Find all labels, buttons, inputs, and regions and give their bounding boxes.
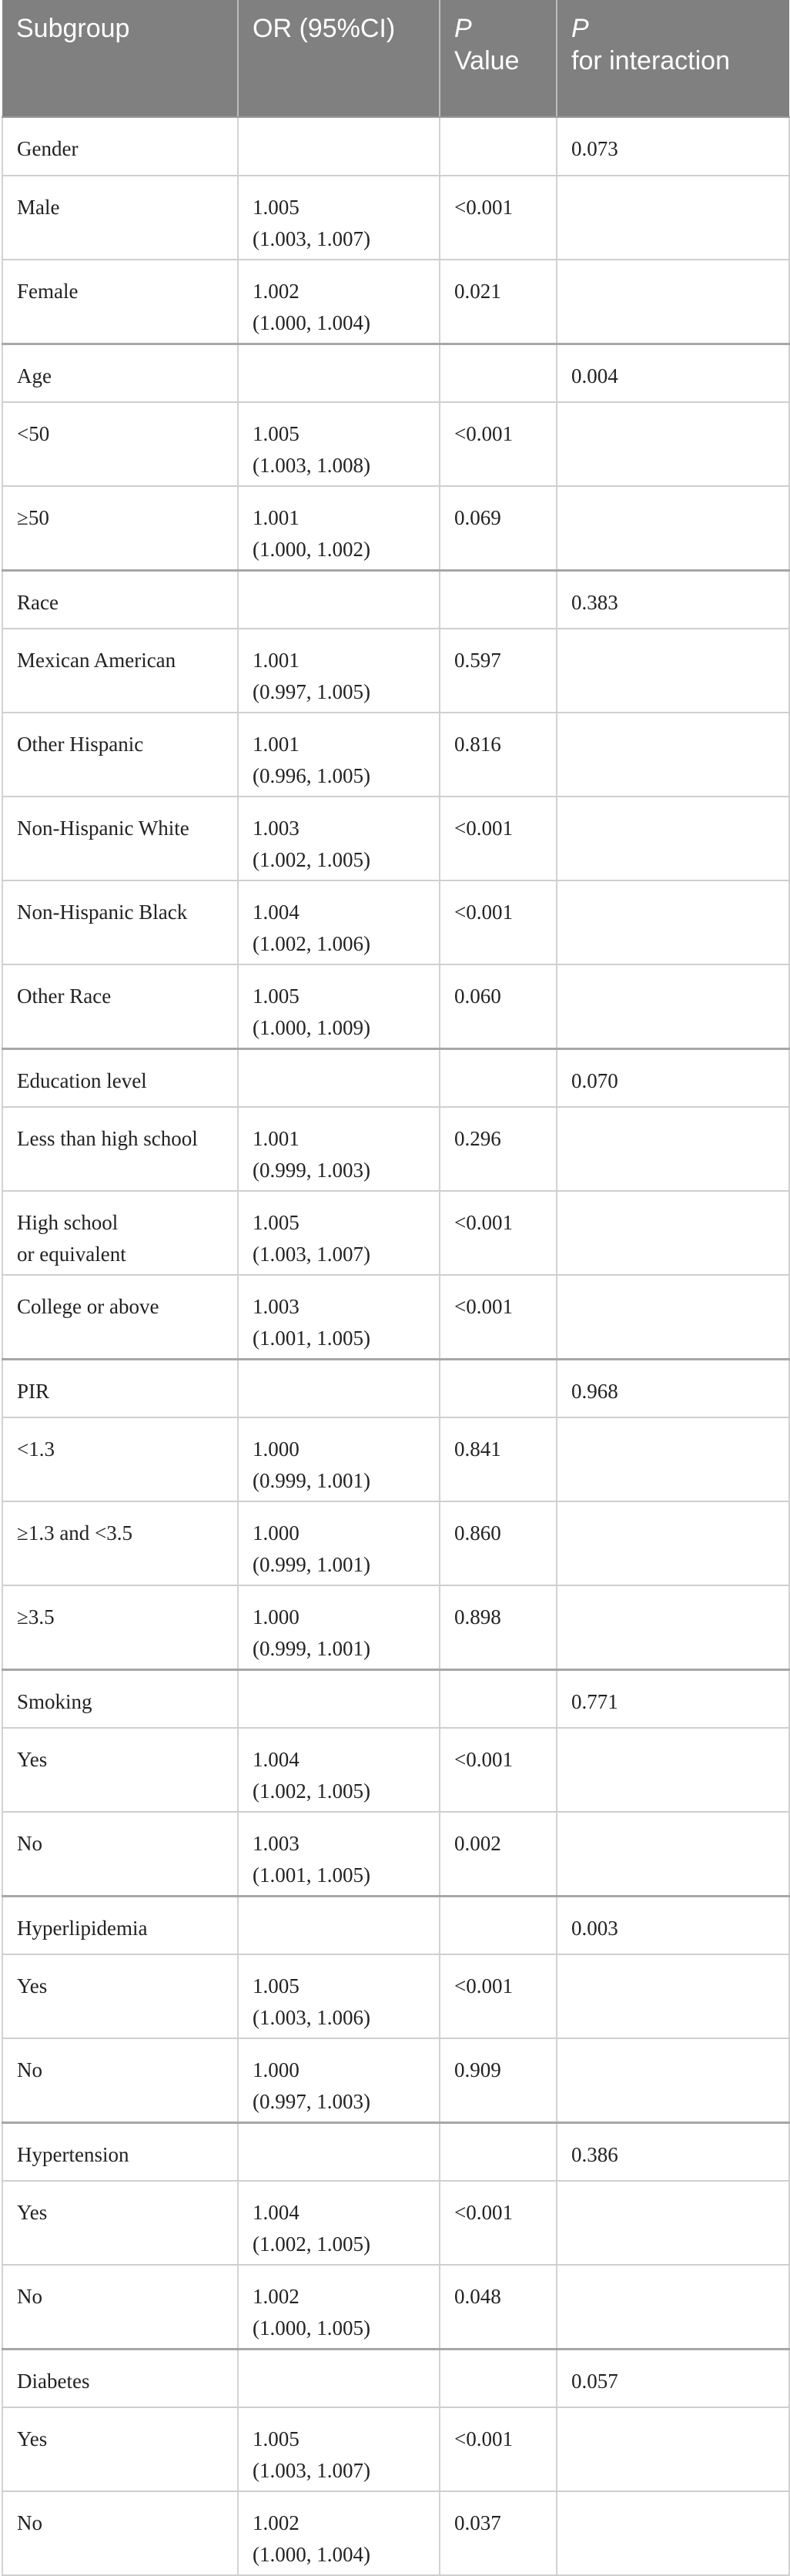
p-value-cell <box>440 2181 557 2265</box>
p-value: 0.048 <box>454 2285 501 2308</box>
p-value: 0.816 <box>454 733 501 756</box>
subgroup-label: ≥3.5 <box>17 1605 55 1628</box>
p-interaction-value: 0.003 <box>571 1916 618 1940</box>
p-value-cell <box>440 2265 557 2349</box>
p-interaction-cell <box>557 713 789 797</box>
ci-value: (1.003, 1.007) <box>253 227 370 250</box>
ci-value: (1.002, 1.005) <box>253 1779 370 1803</box>
p-interaction-value: 0.383 <box>571 590 618 614</box>
table-row <box>2 797 789 880</box>
table-row <box>2 260 789 344</box>
or-cell <box>238 1501 440 1585</box>
subgroup-label: Mexican American <box>17 649 176 672</box>
header-p-interaction <box>557 0 789 117</box>
table-row <box>2 713 789 797</box>
ci-value: (1.000, 1.005) <box>253 2316 370 2340</box>
or-cell <box>238 176 440 260</box>
or-cell <box>238 1191 440 1275</box>
p-interaction-cell <box>557 629 789 713</box>
p-value-cell <box>440 880 557 964</box>
p-interaction-cell <box>557 1048 789 1107</box>
p-interaction-cell <box>557 176 789 260</box>
or-cell <box>238 2181 440 2265</box>
p-value: <0.001 <box>454 1748 513 1771</box>
or-value: 1.005 <box>253 2427 300 2450</box>
table-row <box>2 964 789 1048</box>
p-interaction-value: 0.070 <box>571 1068 618 1092</box>
table-row <box>2 1417 789 1501</box>
p-interaction-value: 0.004 <box>571 364 618 387</box>
p-value: <0.001 <box>454 422 513 445</box>
p-value: 0.597 <box>454 649 501 672</box>
subgroup-cell <box>2 570 238 629</box>
or-value: 1.005 <box>253 422 300 445</box>
p-interaction-cell <box>557 1107 789 1191</box>
p-value: 0.037 <box>454 2511 501 2534</box>
table-row <box>2 486 789 570</box>
p-value: 0.060 <box>454 984 501 1008</box>
table-row <box>2 1585 789 1669</box>
p-value: 0.860 <box>454 1521 501 1545</box>
subgroup-cell <box>2 2349 238 2407</box>
p-interaction-cell <box>557 880 789 964</box>
subgroup-label: No <box>17 2511 42 2534</box>
subgroup-cell <box>2 1812 238 1896</box>
subgroup-cell <box>2 2038 238 2122</box>
or-cell <box>238 1359 440 1417</box>
p-interaction-cell <box>557 2038 789 2122</box>
or-value: 1.004 <box>253 901 300 924</box>
p-interaction-cell <box>557 1954 789 2038</box>
table-row <box>2 1954 789 2038</box>
p-value-cell <box>440 1417 557 1501</box>
or-cell <box>238 344 440 402</box>
or-cell <box>238 2491 440 2575</box>
p-interaction-cell <box>557 964 789 1048</box>
p-value-cell <box>440 2122 557 2181</box>
table-row <box>2 1107 789 1191</box>
or-cell <box>238 1417 440 1501</box>
subgroup-label: College or above <box>17 1295 159 1318</box>
subgroup-label: Hyperlipidemia <box>17 1916 148 1940</box>
p-interaction-cell <box>557 1275 789 1359</box>
or-cell <box>238 486 440 570</box>
subgroup-cell <box>2 402 238 486</box>
table-row <box>2 2491 789 2575</box>
subgroup-label: Diabetes <box>17 2369 90 2393</box>
or-cell <box>238 713 440 797</box>
subgroup-cell <box>2 2407 238 2491</box>
subgroup-cell <box>2 1275 238 1359</box>
p-value-cell <box>440 713 557 797</box>
p-value-cell <box>440 1191 557 1275</box>
or-value: 1.001 <box>253 733 300 756</box>
header-p-italic: P <box>454 14 472 43</box>
p-value-cell <box>440 1048 557 1107</box>
subgroup-label: Gender <box>17 137 79 160</box>
or-value: 1.001 <box>253 1127 300 1150</box>
p-value: <0.001 <box>454 901 513 924</box>
or-value: 1.001 <box>253 649 300 672</box>
subgroup-cell <box>2 964 238 1048</box>
subgroup-cell <box>2 2122 238 2181</box>
subgroup-label: Education level <box>17 1068 147 1092</box>
p-value-cell <box>440 402 557 486</box>
p-interaction-cell <box>557 344 789 402</box>
or-value: 1.000 <box>253 2058 300 2081</box>
subgroup-cell <box>2 1669 238 1728</box>
subgroup-cell <box>2 1896 238 1954</box>
ci-value: (0.999, 1.003) <box>253 1159 370 1182</box>
p-value: 0.069 <box>454 506 501 529</box>
p-interaction-cell <box>557 1417 789 1501</box>
p-interaction-cell <box>557 2407 789 2491</box>
ci-value: (1.001, 1.005) <box>253 1327 370 1350</box>
p-interaction-cell <box>557 2181 789 2265</box>
p-value-cell <box>440 2491 557 2575</box>
subgroup-label: <50 <box>17 422 50 445</box>
p-interaction-cell <box>557 1359 789 1417</box>
p-value: <0.001 <box>454 1211 513 1234</box>
or-cell <box>238 1107 440 1191</box>
p-value-cell <box>440 1954 557 2038</box>
or-cell <box>238 1585 440 1669</box>
or-cell <box>238 2265 440 2349</box>
or-cell <box>238 260 440 344</box>
subgroup-cell <box>2 1954 238 2038</box>
subgroup-label: ≥50 <box>17 506 49 529</box>
or-value: 1.002 <box>253 2511 300 2534</box>
p-value: 0.002 <box>454 1832 501 1855</box>
subgroup-label: Hypertension <box>17 2142 129 2166</box>
p-value: <0.001 <box>454 817 513 840</box>
table-row <box>2 1275 789 1359</box>
table-row <box>2 2265 789 2349</box>
or-value: 1.005 <box>253 1211 300 1234</box>
p-value-cell <box>440 1501 557 1585</box>
p-value-cell <box>440 1812 557 1896</box>
p-value-cell <box>440 629 557 713</box>
table-row <box>2 1728 789 1812</box>
p-value: <0.001 <box>454 1295 513 1318</box>
or-cell <box>238 2122 440 2181</box>
p-value: 0.909 <box>454 2058 501 2081</box>
p-interaction-cell <box>557 1191 789 1275</box>
p-value-cell <box>440 176 557 260</box>
ci-value: (1.000, 1.004) <box>253 2543 370 2566</box>
subgroup-label: <1.3 <box>17 1437 55 1461</box>
p-value: <0.001 <box>454 196 513 219</box>
or-cell <box>238 1275 440 1359</box>
header-p-value <box>440 0 557 117</box>
subgroup-cell <box>2 1191 238 1275</box>
ci-value: (0.996, 1.005) <box>253 764 370 787</box>
subgroup-label: Yes <box>17 1974 48 1997</box>
table-group-row <box>2 344 789 402</box>
p-value-cell <box>440 486 557 570</box>
or-value: 1.005 <box>253 1974 300 1997</box>
table-group-row <box>2 1896 789 1954</box>
p-interaction-value: 0.968 <box>571 1379 618 1403</box>
subgroup-label: Non-Hispanic White <box>17 817 189 840</box>
subgroup-label: High school <box>17 1211 119 1234</box>
p-value-cell <box>440 1669 557 1728</box>
or-cell <box>238 117 440 176</box>
or-cell <box>238 1669 440 1728</box>
ci-value: (0.997, 1.003) <box>253 2090 370 2113</box>
p-value-cell <box>440 260 557 344</box>
table-group-row <box>2 2349 789 2407</box>
or-value: 1.003 <box>253 1295 300 1318</box>
table-row <box>2 2181 789 2265</box>
p-interaction-cell <box>557 117 789 176</box>
subgroup-label: No <box>17 2285 42 2308</box>
table-group-row <box>2 117 789 176</box>
table-row <box>2 629 789 713</box>
or-value: 1.002 <box>253 2285 300 2308</box>
ci-value: (1.000, 1.002) <box>253 538 370 561</box>
table-row <box>2 2407 789 2491</box>
table-header-row <box>2 0 789 117</box>
p-interaction-cell <box>557 2265 789 2349</box>
subgroup-cell <box>2 1417 238 1501</box>
p-interaction-value: 0.073 <box>571 137 618 160</box>
or-cell <box>238 2407 440 2491</box>
p-value: <0.001 <box>454 1974 513 1997</box>
subgroup-cell <box>2 797 238 880</box>
table-row <box>2 176 789 260</box>
subgroup-cell <box>2 629 238 713</box>
or-cell <box>238 1048 440 1107</box>
p-value-cell <box>440 1275 557 1359</box>
p-value-cell <box>440 1585 557 1669</box>
p-interaction-cell <box>557 570 789 629</box>
subgroup-cell <box>2 117 238 176</box>
subgroup-label: PIR <box>17 1379 50 1403</box>
ci-value: (0.999, 1.001) <box>253 1469 370 1492</box>
or-value: 1.005 <box>253 196 300 219</box>
p-interaction-cell <box>557 1585 789 1669</box>
p-interaction-cell <box>557 486 789 570</box>
or-cell <box>238 629 440 713</box>
p-value-cell <box>440 1728 557 1812</box>
or-value: 1.000 <box>253 1437 300 1461</box>
header-p-interaction-label: for interaction <box>571 46 730 75</box>
p-value: <0.001 <box>454 2201 513 2224</box>
p-value: 0.021 <box>454 280 501 303</box>
ci-value: (1.003, 1.007) <box>253 2459 370 2482</box>
p-value: <0.001 <box>454 2427 513 2450</box>
ci-value: (1.002, 1.006) <box>253 932 370 955</box>
table-row <box>2 880 789 964</box>
or-value: 1.003 <box>253 1832 300 1855</box>
or-value: 1.004 <box>253 1748 300 1771</box>
p-interaction-value: 0.057 <box>571 2369 618 2393</box>
p-interaction-cell <box>557 2491 789 2575</box>
subgroup-cell <box>2 260 238 344</box>
header-p-value-label: Value <box>454 46 520 75</box>
p-interaction-cell <box>557 1501 789 1585</box>
header-p-italic: P <box>571 14 589 43</box>
subgroup-cell <box>2 486 238 570</box>
subgroup-label: Less than high school <box>17 1127 198 1150</box>
table-row <box>2 2038 789 2122</box>
ci-value: (1.002, 1.005) <box>253 2232 370 2256</box>
table-row <box>2 1501 789 1585</box>
subgroup-cell <box>2 880 238 964</box>
table-group-row <box>2 1048 789 1107</box>
p-interaction-cell <box>557 1669 789 1728</box>
subgroup-cell <box>2 1585 238 1669</box>
ci-value: (1.001, 1.005) <box>253 1863 370 1887</box>
p-value-cell <box>440 1359 557 1417</box>
p-value-cell <box>440 1896 557 1954</box>
header-or <box>238 0 440 117</box>
ci-value: (1.003, 1.006) <box>253 2006 370 2029</box>
p-interaction-cell <box>557 402 789 486</box>
table-group-row <box>2 2122 789 2181</box>
ci-value: (1.002, 1.005) <box>253 848 370 871</box>
ci-value: (1.000, 1.009) <box>253 1016 370 1039</box>
subgroup-label: Age <box>17 364 52 387</box>
header-subgroup-label: Subgroup <box>16 14 130 43</box>
subgroup-cell <box>2 176 238 260</box>
subgroup-cell <box>2 2181 238 2265</box>
p-value-cell <box>440 117 557 176</box>
ci-value: (0.997, 1.005) <box>253 680 370 703</box>
subgroup-label: No <box>17 2058 42 2081</box>
subgroup-label: Yes <box>17 1748 48 1771</box>
p-value-cell <box>440 964 557 1048</box>
or-value: 1.002 <box>253 280 300 303</box>
p-value-cell <box>440 2038 557 2122</box>
or-cell <box>238 1954 440 2038</box>
p-interaction-cell <box>557 797 789 880</box>
subgroup-label: Yes <box>17 2201 48 2224</box>
or-cell <box>238 2038 440 2122</box>
or-cell <box>238 1812 440 1896</box>
p-value: 0.898 <box>454 1605 501 1628</box>
subgroup-cell <box>2 713 238 797</box>
subgroup-label: Yes <box>17 2427 48 2450</box>
p-value-cell <box>440 797 557 880</box>
subgroup-label: Female <box>17 280 79 303</box>
subgroup-table <box>2 0 790 2576</box>
subgroup-cell <box>2 2265 238 2349</box>
or-value: 1.003 <box>253 817 300 840</box>
or-cell <box>238 880 440 964</box>
ci-value: (1.003, 1.008) <box>253 454 370 477</box>
p-interaction-cell <box>557 1812 789 1896</box>
or-cell <box>238 964 440 1048</box>
ci-value: (0.999, 1.001) <box>253 1637 370 1660</box>
header-or-label: OR (95%CI) <box>253 14 396 43</box>
p-interaction-cell <box>557 1896 789 1954</box>
table-group-row <box>2 1669 789 1728</box>
subgroup-label: Other Hispanic <box>17 733 144 756</box>
ci-value: (1.003, 1.007) <box>253 1243 370 1266</box>
subgroup-cell <box>2 2491 238 2575</box>
subgroup-label: Other Race <box>17 984 112 1008</box>
subgroup-cell <box>2 1501 238 1585</box>
p-interaction-cell <box>557 1728 789 1812</box>
p-value-cell <box>440 2407 557 2491</box>
or-cell <box>238 1896 440 1954</box>
subgroup-label: Non-Hispanic Black <box>17 901 188 924</box>
subgroup-cell <box>2 1359 238 1417</box>
subgroup-cell <box>2 1107 238 1191</box>
or-cell <box>238 402 440 486</box>
or-value: 1.000 <box>253 1605 300 1628</box>
p-value: 0.841 <box>454 1437 501 1461</box>
subgroup-cell <box>2 1048 238 1107</box>
table-row <box>2 1191 789 1275</box>
ci-value: (1.000, 1.004) <box>253 311 370 334</box>
table-group-row <box>2 1359 789 1417</box>
table-group-row <box>2 570 789 629</box>
p-interaction-cell <box>557 2122 789 2181</box>
ci-value: (0.999, 1.001) <box>253 1553 370 1576</box>
or-value: 1.005 <box>253 984 300 1008</box>
p-interaction-cell <box>557 2349 789 2407</box>
table-row <box>2 402 789 486</box>
p-value-cell <box>440 1107 557 1191</box>
p-interaction-value: 0.386 <box>571 2142 618 2166</box>
p-interaction-cell <box>557 260 789 344</box>
or-cell <box>238 1728 440 1812</box>
subgroup-cell <box>2 1728 238 1812</box>
or-cell <box>238 570 440 629</box>
or-value: 1.001 <box>253 506 300 529</box>
subgroup-label: No <box>17 1832 42 1855</box>
subgroup-label: Smoking <box>17 1689 92 1713</box>
or-cell <box>238 2349 440 2407</box>
subgroup-label: Male <box>17 196 60 219</box>
p-value-cell <box>440 570 557 629</box>
table-row <box>2 1812 789 1896</box>
subgroup-cell <box>2 344 238 402</box>
or-value: 1.000 <box>253 1521 300 1545</box>
or-cell <box>238 797 440 880</box>
subgroup-label-line2: or equivalent <box>17 1243 126 1266</box>
p-interaction-value: 0.771 <box>571 1689 618 1713</box>
subgroup-label: Race <box>17 590 59 614</box>
p-value-cell <box>440 2349 557 2407</box>
header-subgroup <box>2 0 238 117</box>
p-value: 0.296 <box>454 1127 501 1150</box>
subgroup-label: ≥1.3 and <3.5 <box>17 1521 133 1545</box>
or-value: 1.004 <box>253 2201 300 2224</box>
p-value-cell <box>440 344 557 402</box>
